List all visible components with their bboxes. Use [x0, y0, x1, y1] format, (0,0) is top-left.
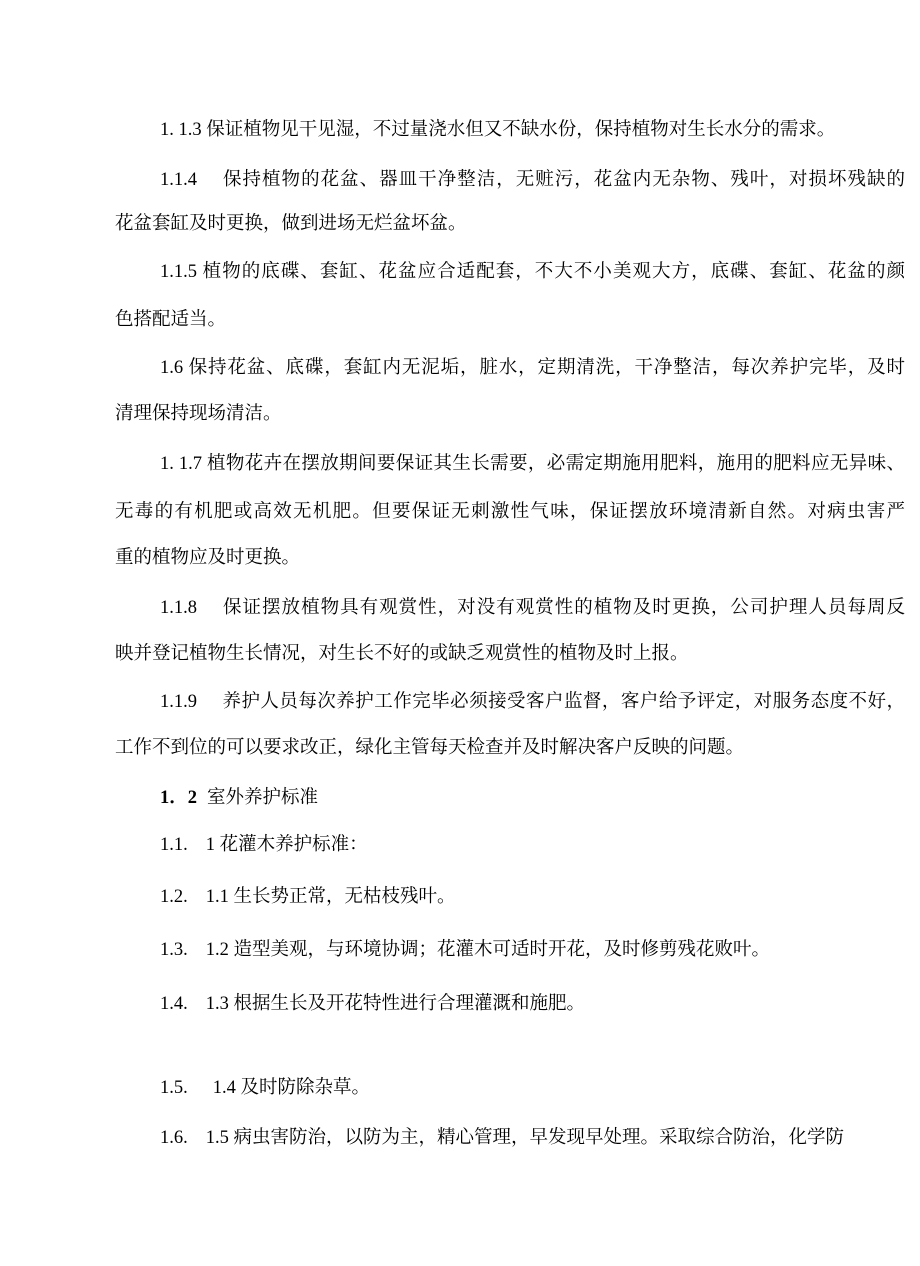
item-number: 1.6.: [160, 1128, 188, 1148]
line-text: 1.3 根据生长及开花特性进行合理灌溉和施肥。: [205, 994, 586, 1014]
item-1-1-8-line-1: [115, 595, 905, 621]
line-text: 保持植物的花盆、器皿干净整洁，无赃污，花盆内无杂物、残叶，对损坏残缺的: [222, 170, 905, 190]
line-text: 保证摆放植物具有观赏性，对没有观赏性的植物及时更换，公司护理人员每周反: [222, 598, 905, 618]
line-text: 1.4 及时防除杂草。: [212, 1078, 371, 1098]
outdoor-item-1-3: [115, 937, 905, 963]
section-heading: [115, 785, 905, 811]
outdoor-item-1-6: [115, 1125, 905, 1151]
outdoor-item-1-5: [115, 1075, 905, 1101]
line-text: 1. 1.3 保证植物见干见湿，不过量浇水但又不缺水份，保持植物对生长水分的需求。: [160, 120, 836, 140]
item-number: 1.3.: [160, 940, 188, 960]
line-text: 1. 1.7 植物花卉在摆放期间要保证其生长需要，必需定期施用肥料，施用的肥料应无异味、: [160, 454, 905, 474]
item-1-1-7-line-1: [115, 451, 905, 477]
line-text: 色搭配适当。: [115, 310, 227, 330]
item-number: 1.4.: [160, 994, 188, 1014]
line-text: 重的植物应及时更换。: [115, 548, 301, 568]
item-1-1-7-line-3: [115, 545, 905, 571]
item-1-1-9-line-2: [115, 735, 905, 761]
line-text: 无毒的有机肥或高效无机肥。但要保证无刺激性气味，保证摆放环境清新自然。对病虫害严: [115, 502, 905, 522]
line-text: 1 花灌木养护标准：: [205, 835, 368, 855]
item-number: 1.1.: [160, 835, 188, 855]
item-1-1-3-line-1: [115, 117, 905, 143]
item-1-6-line-1: [115, 355, 905, 381]
line-text: 1.1.5 植物的底碟、套缸、花盆应合适配套，不大不小美观大方，底碟、套缸、花盆的颜: [160, 262, 905, 282]
outdoor-item-1-4: [115, 991, 905, 1017]
item-number: 1.1.9: [160, 692, 197, 712]
section-number: 1．2: [160, 788, 198, 808]
line-text: 1.2 造型美观，与环境协调；花灌木可适时开花，及时修剪残花败叶。: [205, 940, 771, 960]
line-text: 1.6 保持花盆、底碟，套缸内无泥垢，脏水，定期清洗，干净整洁，每次养护完毕，及时: [160, 358, 905, 378]
item-number: 1.1.4: [160, 170, 197, 190]
item-1-1-5-line-1: [115, 259, 905, 285]
outdoor-item-1-2: [115, 884, 905, 910]
item-1-1-5-line-2: [115, 307, 905, 333]
line-text: 工作不到位的可以要求改正，绿化主管每天检查并及时解决客户反映的问题。: [115, 738, 745, 758]
line-text: 养护人员每次养护工作完毕必须接受客户监督，客户给予评定，对服务态度不好，: [222, 692, 905, 712]
item-1-1-4-line-1: [115, 167, 905, 193]
outdoor-item-1-1: [115, 832, 905, 858]
section-title: 室外养护标准: [207, 788, 319, 808]
item-1-1-7-line-2: [115, 499, 905, 525]
item-1-1-4-line-2: [115, 211, 905, 237]
line-text: 映并登记植物生长情况，对生长不好的或缺乏观赏性的植物及时上报。: [115, 644, 689, 664]
line-text: 1.1 生长势正常，无枯枝残叶。: [205, 887, 456, 907]
item-1-6-line-2: [115, 401, 905, 427]
item-number: 1.2.: [160, 887, 188, 907]
item-1-1-8-line-2: [115, 641, 905, 667]
item-number: 1.5.: [160, 1078, 188, 1098]
line-text: 清理保持现场清洁。: [115, 404, 282, 424]
item-1-1-9-line-1: [115, 689, 905, 715]
line-text: 花盆套缸及时更换，做到进场无烂盆坏盆。: [115, 214, 467, 234]
line-text: 1.5 病虫害防治，以防为主，精心管理，早发现早处理。采取综合防治，化学防: [205, 1128, 845, 1148]
item-number: 1.1.8: [160, 598, 197, 618]
